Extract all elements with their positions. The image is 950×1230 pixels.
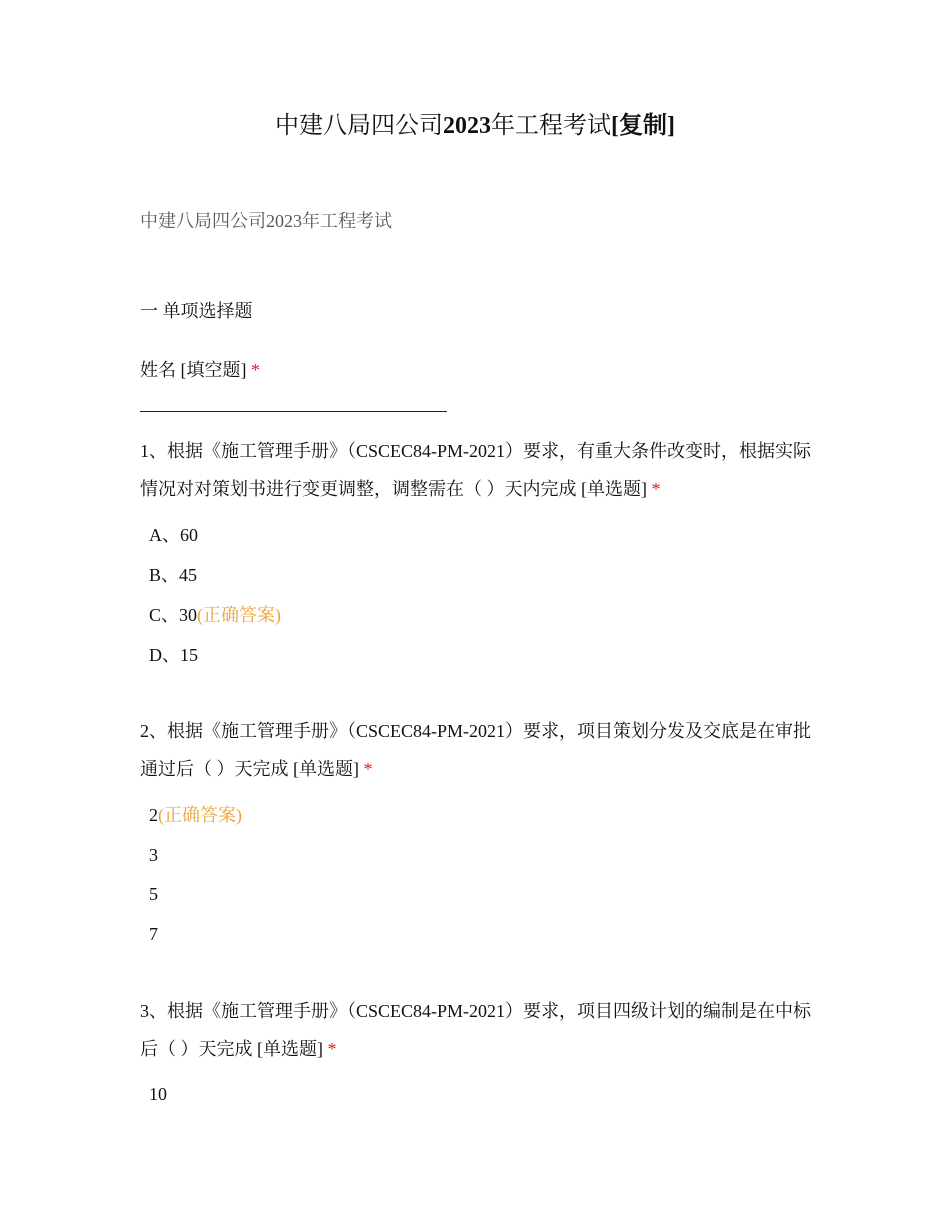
option-text: 3 (149, 845, 158, 865)
title-suffix: [复制] (611, 113, 675, 139)
question-2 (140, 712, 820, 788)
correct-answer-tag: (正确答案) (158, 805, 242, 825)
option-text: D、15 (149, 645, 198, 665)
question-2-option-2 (149, 840, 158, 870)
title-year: 2023 (443, 113, 491, 139)
required-mark: * (651, 479, 661, 499)
question-2-option-3 (149, 879, 158, 909)
document-subtitle: 中建八局四公司2023年工程考试 (140, 211, 392, 231)
name-question (140, 351, 820, 389)
option-text: C、30 (149, 605, 198, 625)
question-1-option-b (149, 560, 197, 590)
required-mark: * (251, 360, 260, 380)
name-question-label: 姓名 [填空题] (140, 360, 247, 380)
name-answer-line (140, 411, 447, 412)
question-3-text: 3、根据《施工管理手册》（CSCEC84-PM-2021）要求，项目四级计划的编制是在中标后（ ）天完成 [单选题] (140, 1001, 812, 1059)
question-1-option-c (149, 600, 281, 630)
correct-answer-tag: (正确答案) (197, 605, 282, 625)
option-text: A、60 (149, 525, 198, 545)
option-text: B、45 (149, 565, 198, 585)
title-middle: 年工程考试 (491, 113, 611, 139)
required-mark: * (327, 1039, 337, 1059)
option-text: 7 (149, 924, 158, 944)
required-mark: * (363, 759, 373, 779)
question-1-option-d (149, 640, 198, 670)
question-2-text: 2、根据《施工管理手册》（CSCEC84-PM-2021）要求，项目策划分发及交底是在审批通过后（ ）天完成 [单选题] (140, 721, 812, 779)
question-1-text: 1、根据《施工管理手册》（CSCEC84-PM-2021）要求，有重大条件改变时，根据实际情况对对策划书进行变更调整，调整需在（ ）天内完成 [单选题] (140, 441, 812, 499)
option-text: 5 (149, 884, 158, 904)
document-title (0, 108, 950, 144)
question-2-option-1 (149, 800, 242, 830)
question-2-option-4 (149, 919, 158, 949)
question-3-option-1 (149, 1079, 167, 1109)
title-prefix: 中建八局四公司 (275, 113, 443, 139)
question-1 (140, 432, 820, 508)
section-heading: 一 单项选择题 (140, 301, 253, 321)
question-3 (140, 992, 820, 1068)
option-text: 2 (149, 805, 158, 825)
question-1-option-a (149, 520, 198, 550)
option-text: 10 (149, 1084, 167, 1104)
